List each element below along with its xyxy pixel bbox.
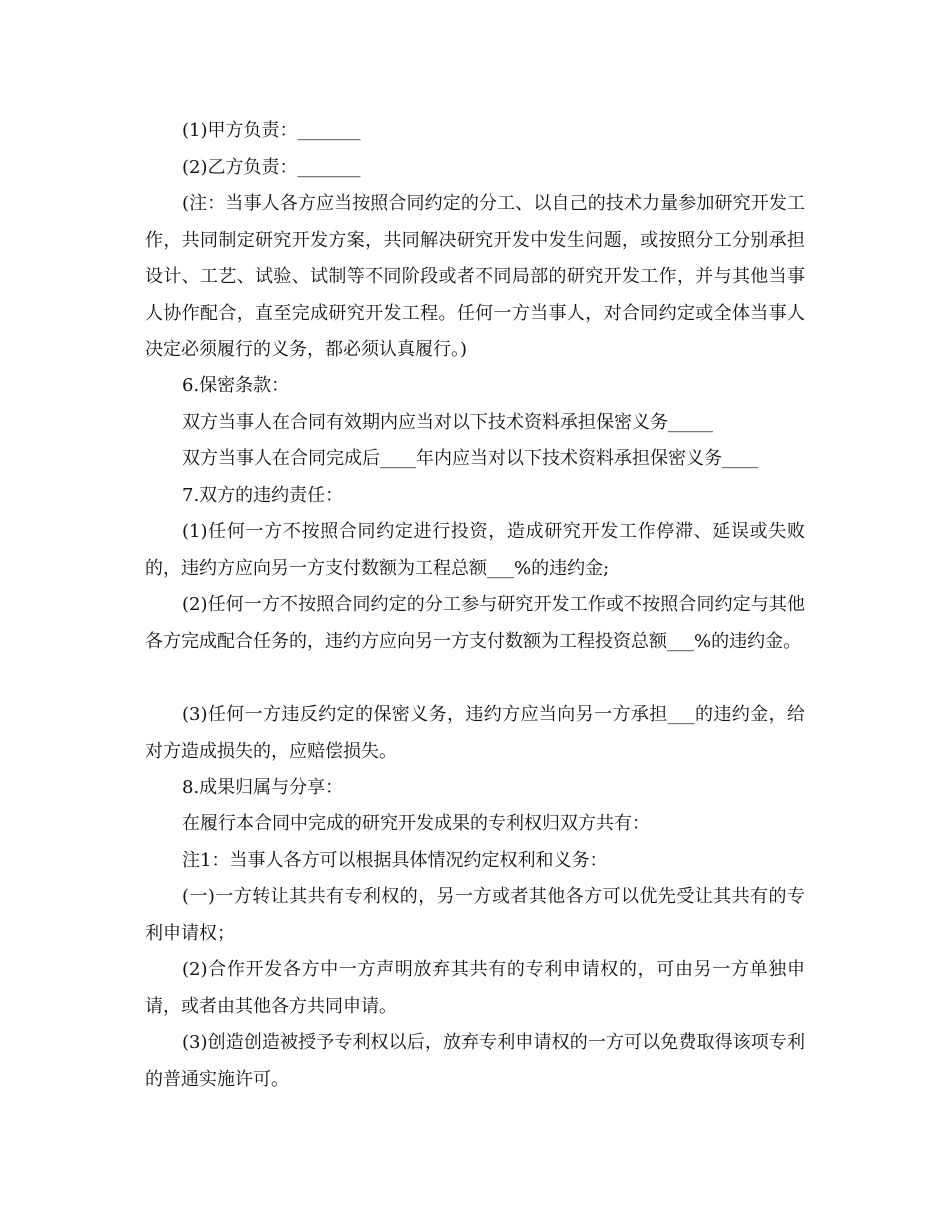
clause-party-b-responsibility: (2)乙方负责：_______	[182, 157, 361, 178]
note-rights-obligations: 注1：当事人各方可以根据具体情况约定权利和义务：	[182, 850, 608, 871]
clause-party-a-responsibility: (1)甲方负责：_______	[182, 120, 361, 141]
breach-clause-cooperation: (2)任何一方不按照合同约定的分工参与研究开发工作或不按照合同约定与其他各方完成配合任务的，违约方应向另一方支付数额为工程投资总额___%的违约金。	[145, 594, 805, 652]
heading-confidentiality: 6.保密条款：	[182, 375, 290, 396]
heading-results-ownership: 8.成果归属与分享：	[182, 777, 344, 798]
results-patent-ownership: 在履行本合同中完成的研究开发成果的专利权归双方共有：	[182, 813, 650, 834]
heading-breach-liability: 7.双方的违约责任：	[182, 485, 344, 506]
rights-clause-waiver: (2)合作开发各方中一方声明放弃其共有的专利申请权的，可由另一方单独申请，或者由其他各方共同申请。	[145, 959, 805, 1017]
breach-clause-investment: (1)任何一方不按照合同约定进行投资，造成研究开发工作停滞、延误或失败的，违约方应向另一方支付数额为工程总额___%的违约金;	[145, 521, 805, 579]
rights-clause-transfer: (一)一方转让其共有专利权的，另一方或者其他各方可以优先受让其共有的专利申请权；	[145, 886, 805, 944]
confidentiality-during-term: 双方当事人在合同有效期内应当对以下技术资料承担保密义务_____	[182, 412, 713, 433]
rights-clause-license: (3)创造创造被授予专利权以后，放弃专利申请权的一方可以免费取得该项专利的普通实施许可。	[145, 1032, 805, 1090]
breach-clause-confidentiality: (3)任何一方违反约定的保密义务，违约方应当向另一方承担___的违约金，给对方造成损失的，应赔偿损失。	[145, 704, 805, 762]
note-cooperation-duties: (注：当事人各方应当按照合同约定的分工、以自己的技术力量参加研究开发工作，共同制定研究开发方案，共同解决研究开发中发生问题，或按照分工分别承担设计、工艺、试验、试制等不同阶段或者不同局部的研究开发工作，并与其他当事人协作配合，直至完成研究开发工程。任何一方当事人，对合同约定或全体当事人决定必须履行的义务，都必须认真履行。)	[145, 193, 805, 361]
confidentiality-after-completion: 双方当事人在合同完成后____年内应当对以下技术资料承担保密义务____	[182, 448, 758, 469]
